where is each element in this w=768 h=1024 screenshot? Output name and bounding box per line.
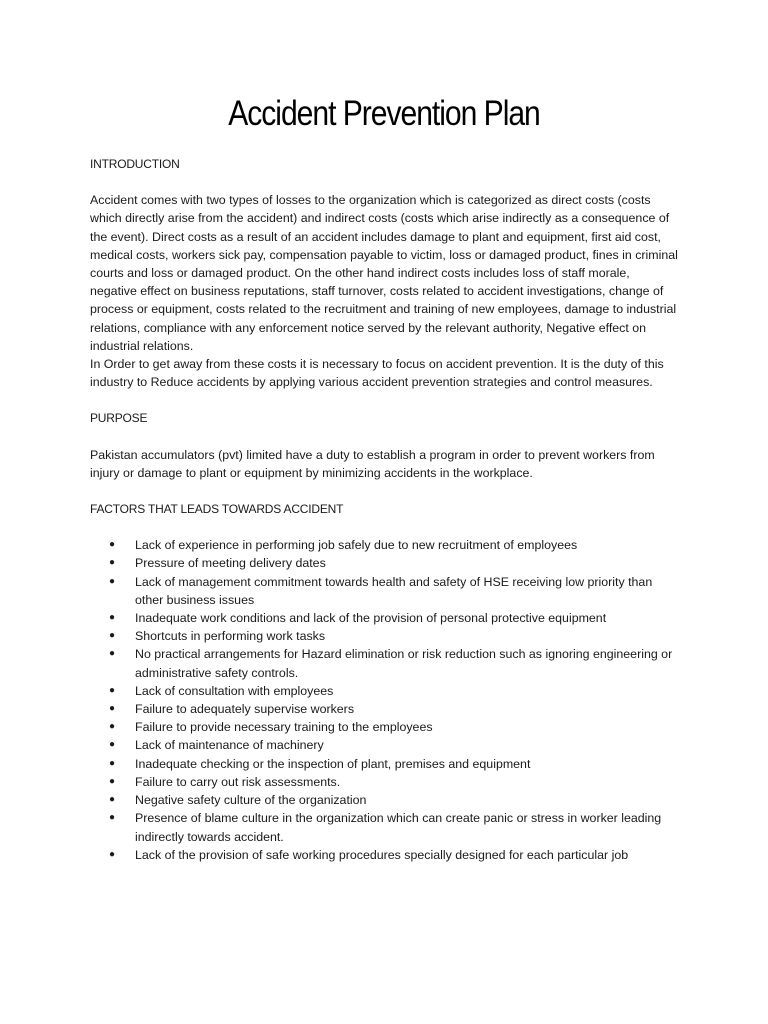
spacer [90, 428, 680, 446]
factor-list-item [90, 791, 680, 809]
bullet-dot-icon: ● [109, 612, 116, 624]
introduction-paragraph-1: Accident comes with two types of losses to the organization which is categorized as direct costs (costs which directly arise from the accident) and indirect costs (costs which arise indirectly as a consequence of the event). Direct costs as a result of an accident includes damage to plant and equipment, first aid cost, medical costs, workers sick pay, compensation payable to victim, loss or damaged product, fines in criminal courts and loss or damaged product. On the other hand indirect costs includes loss of staff morale, negative effect on business reputations, staff turnover, costs related to accident investigations, change of process or equipment, costs related to the recruitment and training of new employees, damage to industrial relations, compliance with any enforcement notice served by the relevant authority, Negative effect on industrial relations. [90, 193, 678, 353]
factor-text: Inadequate checking or the inspection of plant, premises and equipment [135, 756, 531, 771]
bullet-dot-icon: ● [109, 775, 116, 787]
bullet-dot-icon: ● [109, 648, 116, 660]
bullet-dot-icon: ● [109, 703, 116, 715]
bullet-dot-icon: ● [109, 757, 116, 769]
factor-list-item [90, 846, 680, 864]
factor-list-item [90, 700, 680, 718]
document-title: Accident Prevention Plan [228, 94, 540, 133]
factor-list-item [90, 536, 680, 554]
factor-list-item [90, 682, 680, 700]
spacer [90, 391, 680, 409]
bullet-dot-icon: ● [109, 794, 116, 806]
factor-text: Lack of management commitment towards health and safety of HSE receiving low priority than other business issues [135, 574, 653, 607]
factor-list-item [90, 609, 680, 627]
factor-list-item [90, 645, 680, 681]
introduction-heading: INTRODUCTION [90, 157, 180, 171]
bullet-dot-icon: ● [109, 848, 116, 860]
document-body [90, 155, 680, 864]
factor-list-item [90, 627, 680, 645]
bullet-dot-icon: ● [109, 812, 116, 824]
factor-text: Failure to adequately supervise workers [135, 702, 355, 717]
factor-list-item [90, 809, 680, 845]
spacer [90, 173, 680, 191]
factor-list-item [90, 573, 680, 609]
bullet-dot-icon: ● [109, 557, 116, 569]
bullet-dot-icon: ● [109, 684, 116, 696]
factor-text: No practical arrangements for Hazard elimination or risk reduction such as ignoring engineering or administrative safety controls. [135, 647, 673, 680]
purpose-paragraph: Pakistan accumulators (pvt) limited have a duty to establish a program in order to prevent workers from injury or damage to plant or equipment by minimizing accidents in the workplace. [90, 447, 655, 480]
factor-text: Failure to provide necessary training to the employees [135, 720, 433, 735]
factor-list-item [90, 755, 680, 773]
factor-text: Pressure of meeting delivery dates [135, 556, 326, 571]
bullet-dot-icon: ● [109, 575, 116, 587]
factor-list-item [90, 554, 680, 572]
factor-text: Inadequate work conditions and lack of the provision of personal protective equipment [135, 611, 607, 626]
bullet-dot-icon: ● [109, 739, 116, 751]
factor-list-item [90, 736, 680, 754]
factors-list [90, 536, 680, 864]
factor-text: Failure to carry out risk assessments. [135, 774, 341, 789]
bullet-dot-icon: ● [109, 539, 116, 551]
spacer [90, 482, 680, 500]
factor-text: Presence of blame culture in the organization which can create panic or stress in worker leading indirectly towards accident. [135, 811, 662, 844]
spacer [90, 518, 680, 536]
factor-list-item [90, 773, 680, 791]
factor-text: Negative safety culture of the organization [135, 793, 367, 808]
factor-list-item [90, 718, 680, 736]
factor-text: Shortcuts in performing work tasks [135, 629, 326, 644]
factor-text: Lack of experience in performing job safely due to new recruitment of employees [135, 538, 578, 553]
bullet-dot-icon: ● [109, 630, 116, 642]
factor-text: Lack of consultation with employees [135, 683, 334, 698]
purpose-heading: PURPOSE [90, 411, 148, 426]
factor-text: Lack of the provision of safe working procedures specially designed for each particular job [135, 847, 629, 862]
introduction-paragraph-2: In Order to get away from these costs it is necessary to focus on accident prevention. It is the duty of this industry to Reduce accidents by applying various accident prevention strategies and control measures. [90, 357, 664, 390]
factors-heading: FACTORS THAT LEADS TOWARDS ACCIDENT [90, 502, 344, 517]
factor-text: Lack of maintenance of machinery [135, 738, 324, 753]
bullet-dot-icon: ● [109, 721, 116, 733]
